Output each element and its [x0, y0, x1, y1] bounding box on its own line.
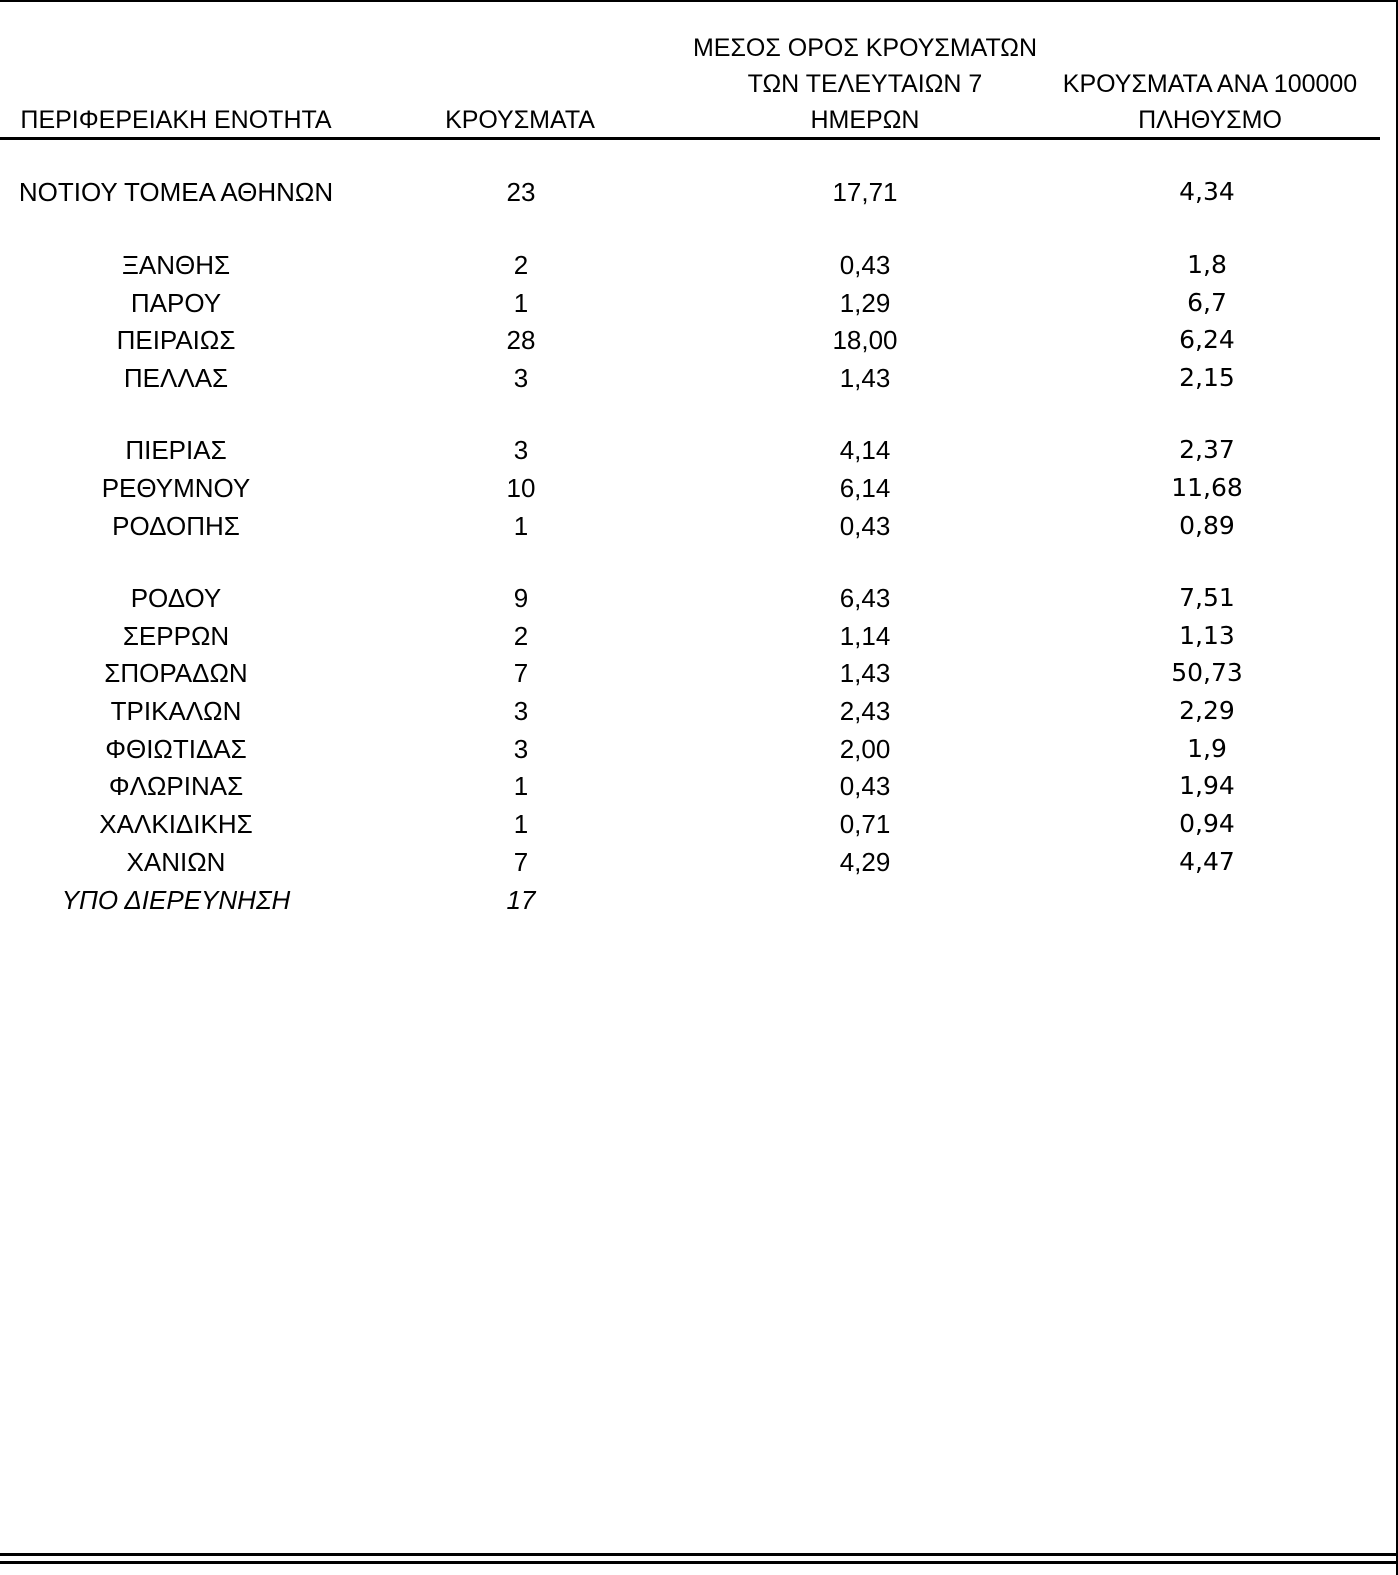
per-100000-cell: 11,68: [1171, 473, 1243, 502]
average-cell: 1,43: [839, 658, 891, 688]
table-row: [0, 508, 1398, 544]
per-100000-cell: 1,9: [1187, 734, 1227, 763]
table-row: [0, 247, 1398, 283]
table-row: [0, 655, 1398, 691]
region-cell: ΠΙΕΡΙΑΣ: [125, 435, 227, 465]
region-cell: ΠΑΡΟΥ: [130, 288, 222, 318]
region-cell: ΤΡΙΚΑΛΩΝ: [110, 696, 242, 726]
table-row: [0, 285, 1398, 321]
cases-cell: 1: [513, 288, 529, 318]
table-row: [0, 360, 1398, 396]
header-cases: [420, 102, 620, 138]
table-row: [0, 432, 1398, 468]
table-row: [0, 322, 1398, 358]
cases-cell: 2: [513, 621, 529, 651]
average-cell: 0,43: [839, 511, 891, 541]
cases-cell: 1: [513, 771, 529, 801]
region-cell: ΧΑΛΚΙΔΙΚΗΣ: [99, 809, 253, 839]
header-line: ΠΕΡΙΦΕΡΕΙΑΚΗ ΕΝΟΤΗΤΑ: [20, 106, 332, 134]
per-100000-cell: 0,94: [1179, 809, 1235, 838]
cases-cell: 3: [513, 734, 529, 764]
header-line: ΚΡΟΥΣΜΑΤΑ: [445, 106, 595, 134]
cases-cell: 23: [506, 177, 536, 207]
header-divider: [0, 137, 1380, 140]
cases-cell: 1: [513, 809, 529, 839]
cases-cell: 9: [513, 583, 529, 613]
table-row: [0, 882, 1398, 918]
per-100000-cell: 7,51: [1179, 583, 1235, 612]
table-row: [0, 731, 1398, 767]
table-row: [0, 693, 1398, 729]
bottom-border-lower: [0, 1561, 1398, 1564]
average-cell: 1,14: [839, 621, 891, 651]
average-cell: 4,14: [839, 435, 891, 465]
cases-cell: 3: [513, 696, 529, 726]
per-100000-cell: 4,34: [1179, 177, 1235, 206]
per-100000-cell: 6,7: [1187, 288, 1227, 317]
cases-cell: 7: [513, 847, 529, 877]
average-cell: 0,71: [839, 809, 891, 839]
cases-cell: 3: [513, 363, 529, 393]
cases-cell: 2: [513, 250, 529, 280]
average-cell: 2,00: [839, 734, 891, 764]
region-cell: ΡΕΘΥΜΝΟΥ: [101, 473, 251, 503]
per-100000-cell: 4,47: [1179, 847, 1235, 876]
region-cell: ΠΕΛΛΑΣ: [123, 363, 229, 393]
table-row: [0, 806, 1398, 842]
average-cell: 6,43: [839, 583, 891, 613]
average-cell: 1,43: [839, 363, 891, 393]
header-line: ΗΜΕΡΩΝ: [810, 106, 920, 134]
region-cell: ΞΑΝΘΗΣ: [121, 250, 231, 280]
per-100000-cell: 1,94: [1179, 771, 1235, 800]
header-cases-per-100000: [1030, 66, 1390, 138]
average-cell: 0,43: [839, 771, 891, 801]
per-100000-cell: 1,8: [1187, 250, 1227, 279]
region-cell: ΡΟΔΟΥ: [130, 583, 222, 613]
average-cell: 18,00: [832, 325, 898, 355]
cases-cell: 17: [506, 885, 536, 915]
cases-cell: 1: [513, 511, 529, 541]
average-cell: 2,43: [839, 696, 891, 726]
per-100000-cell: 2,15: [1179, 363, 1235, 392]
average-cell: 1,29: [839, 288, 891, 318]
per-100000-cell: 2,29: [1179, 696, 1235, 725]
header-line: ΜΕΣΟΣ ΟΡΟΣ ΚΡΟΥΣΜΑΤΩΝ: [692, 34, 1038, 62]
header-line: ΚΡΟΥΣΜΑΤΑ ΑΝΑ 100000: [1062, 70, 1358, 98]
average-cell: 17,71: [832, 177, 898, 207]
average-cell: 0,43: [839, 250, 891, 280]
region-cell: ΧΑΝΙΩΝ: [126, 847, 226, 877]
cases-cell: 10: [506, 473, 536, 503]
cases-cell: 28: [506, 325, 536, 355]
region-cell: ΠΕΙΡΑΙΩΣ: [116, 325, 236, 355]
per-100000-cell: 2,37: [1179, 435, 1235, 464]
region-cell: ΣΕΡΡΩΝ: [122, 621, 230, 651]
table-row: [0, 844, 1398, 880]
table-row: [0, 768, 1398, 804]
bottom-border-upper: [0, 1553, 1398, 1556]
table-row: [0, 470, 1398, 506]
header-seven-day-average: [660, 30, 1070, 138]
region-cell: ΥΠΟ ΔΙΕΡΕΥΝΗΣΗ: [61, 885, 291, 915]
region-cell: ΡΟΔΟΠΗΣ: [112, 511, 240, 541]
per-100000-cell: 0,89: [1179, 511, 1235, 540]
table-row: [0, 618, 1398, 654]
region-cell: ΝΟΤΙΟΥ ΤΟΜΕΑ ΑΘΗΝΩΝ: [18, 177, 334, 207]
table-row: [0, 580, 1398, 616]
top-border: [0, 0, 1398, 2]
table-row: [0, 174, 1398, 210]
region-cell: ΦΘΙΩΤΙΔΑΣ: [105, 734, 247, 764]
per-100000-cell: 1,13: [1179, 621, 1235, 650]
cases-cell: 3: [513, 435, 529, 465]
region-cell: ΦΛΩΡΙΝΑΣ: [108, 771, 244, 801]
region-cell: ΣΠΟΡΑΔΩΝ: [104, 658, 248, 688]
average-cell: 6,14: [839, 473, 891, 503]
per-100000-cell: 50,73: [1171, 658, 1243, 687]
header-line: ΤΩΝ ΤΕΛΕΥΤΑΙΩΝ 7: [747, 70, 983, 98]
per-100000-cell: 6,24: [1179, 325, 1235, 354]
header-region: [8, 102, 344, 138]
cases-cell: 7: [513, 658, 529, 688]
average-cell: 4,29: [839, 847, 891, 877]
header-line: ΠΛΗΘΥΣΜΟ: [1138, 106, 1282, 134]
